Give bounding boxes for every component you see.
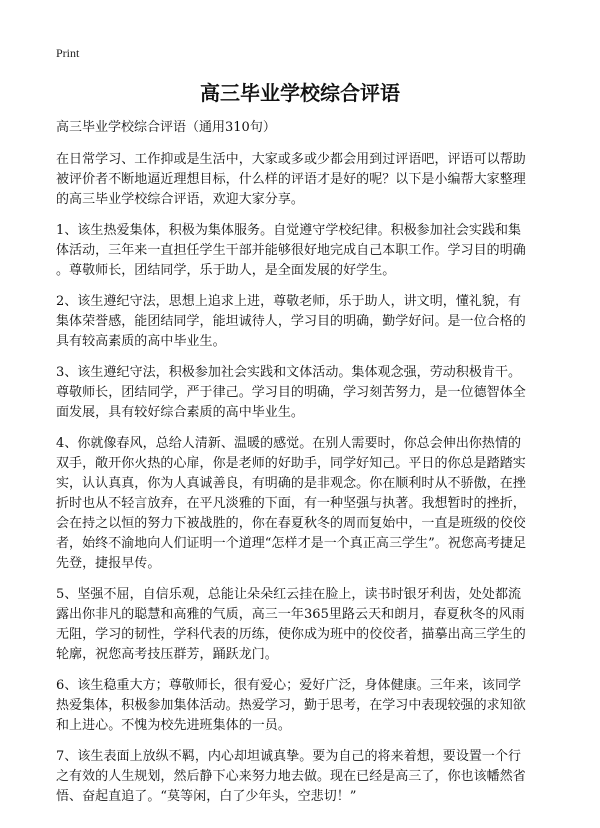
paragraph-line: 在日常学习、工作抑或是生活中，大家或多或少都会用到过评语吧，评语可以帮助 [56,152,526,167]
paragraph-line: 面发展，具有较好综合素质的高中毕业生。 [56,405,304,420]
paragraph-line: 体活动，三年来一直担任学生干部并能够很好地完成自己本职工作。学习目的明确 [56,243,526,258]
paragraph-line: 实，认认真真，你为人真诚善良，有明确的是非观念。你在顺利时从不骄傲，在挫 [56,476,526,491]
paragraph-line: 被评价者不断地逼近理想目标，什么样的评语才是好的呢？以下是小编帮大家整理 [56,172,526,187]
paragraph-line: 热爱集体，积极参加集体活动。热爱学习，勤于思考，在学习中表现较强的求知欲 [56,698,526,713]
page-title: 高三毕业学校综合评语 [200,81,400,105]
comment-paragraph [56,221,554,281]
paragraph-line: 3、该生遵纪守法，积极参加社会实践和文体活动。集体观念强，劳动积极肯干。 [56,365,522,380]
paragraph-line: 集体荣誉感，能团结同学，能坦诚待人，学习目的明确，勤学好问。是一位合格的 [56,314,526,329]
comment-paragraph [56,585,554,665]
document-subtitle: 高三毕业学校综合评语（通用310句） [56,120,276,135]
paragraph-line: 尊敬师长，团结同学，严于律己。学习目的明确，学习刻苦努力，是一位德智体全 [56,385,526,400]
paragraph-line: 无阻，学习的韧性，学科代表的历练，使你成为班中的佼佼者，描摹出高三学生的 [56,627,526,642]
paragraph-line: 先登，捷报早传。 [56,556,161,571]
paragraph-line: 1、该生热爱集体，积极为集体服务。自觉遵守学校纪律。积极参加社会实践和集 [56,223,522,238]
comment-paragraph [56,292,554,352]
paragraph-line: 4、你就像春风，总给人清新、温暖的感觉。在别人需要时，你总会伸出你热情的 [56,436,522,451]
paragraph-line: 7、该生表面上放纵不羁，内心却坦诚真挚。要为自己的将来着想，要设置一个行 [56,749,522,764]
comment-paragraph [56,676,554,736]
comment-paragraph [56,747,554,807]
paragraph-line: 折时也从不轻言放弃，在平凡淡雅的下面，有一种坚强与执著。我想暂时的挫折， [56,496,526,511]
paragraph-line: 悟、奋起直追了。“莫等闲，白了少年头，空悲切！” [56,789,357,804]
paragraph-line: 双手，敞开你火热的心扉，你是老师的好助手，同学好知己。平日的你总是踏踏实 [56,456,526,471]
paragraph-line: 具有较高素质的高中毕业生。 [56,334,226,349]
paragraph-line: 露出你非凡的聪慧和高雅的气质，高三一年365里路云天和朗月，春夏秋冬的风雨 [56,607,525,622]
paragraph-line: 者，始终不渝地向人们证明一个道理“怎样才是一个真正高三学生”。祝您高考捷足 [56,536,527,551]
paragraph-line: 之有效的人生规划，然后静下心来努力地去做。现在已经是高三了，你也该幡然省 [56,769,526,784]
comment-paragraph [56,363,554,423]
paragraph-line: 6、该生稳重大方；尊敬师长，很有爱心；爱好广泛，身体健康。三年来，该同学 [56,678,522,693]
print-link[interactable]: Print [56,46,80,60]
comment-paragraph [56,150,554,210]
paragraph-line: 2、该生遵纪守法，思想上追求上进，尊敬老师，乐于助人，讲文明，懂礼貌，有 [56,294,522,309]
paragraph-line: 和上进心。不愧为校先进班集体的一员。 [56,718,291,733]
paragraph-line: 轮廓，祝您高考技压群芳，踊跃龙门。 [56,647,278,662]
paragraph-line: 5、坚强不屈，自信乐观，总能让朵朵红云挂在脸上，读书时银牙利齿，处处都流 [56,587,522,602]
document-body [56,150,554,818]
comment-paragraph [56,434,554,574]
paragraph-line: 的高三毕业学校综合评语，欢迎大家分享。 [56,192,304,207]
paragraph-line: 会在持之以恒的努力下被战胜的，你在春夏秋冬的周而复始中，一直是班级的佼佼 [56,516,526,531]
paragraph-line: 。尊敬师长，团结同学，乐于助人，是全面发展的好学生。 [56,263,396,278]
